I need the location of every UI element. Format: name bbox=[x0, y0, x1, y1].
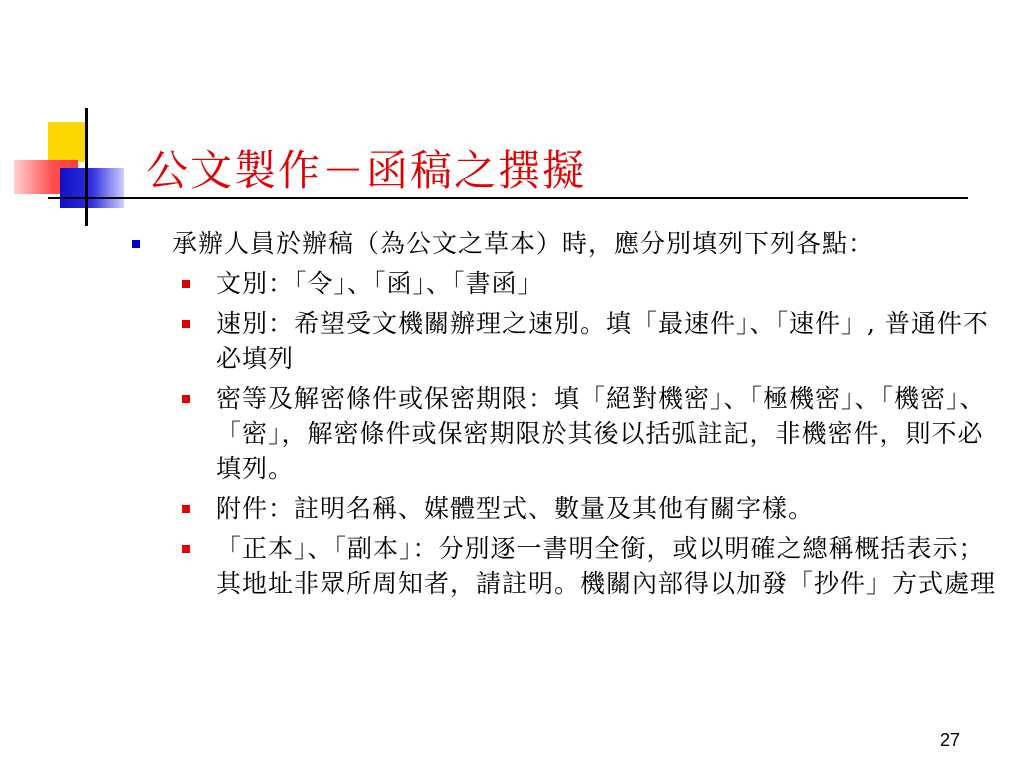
list-item bbox=[170, 306, 1006, 376]
list-item-text: 承辦人員於辦稿（為公文之草本）時，應分別填列下列各點： bbox=[172, 229, 875, 258]
square-bullet-icon bbox=[182, 505, 190, 513]
list-item bbox=[170, 491, 1006, 526]
list-item-text: 速別：希望受文機關辦理之速別。填「最速件」、「速件」, 普通件不必填列 bbox=[216, 309, 989, 373]
list-item bbox=[170, 381, 1006, 486]
bullet-list bbox=[126, 226, 1006, 601]
list-item-text: 密等及解密條件或保密期限：填「絕對機密」、「極機密」、「機密」、「密」，解密條件或保密期限於其後以括弧註記，非機密件，則不必填列。 bbox=[216, 384, 986, 483]
decorative-vertical-line bbox=[85, 108, 88, 226]
decorative-blue-bar bbox=[60, 168, 124, 208]
square-bullet-icon bbox=[182, 280, 190, 288]
square-bullet-icon bbox=[132, 240, 140, 248]
square-bullet-icon bbox=[182, 545, 190, 553]
list-item bbox=[170, 266, 1006, 301]
slide-title: 公文製作－函稿之撰擬 bbox=[146, 146, 587, 195]
page-number: 27 bbox=[939, 730, 960, 750]
square-bullet-icon bbox=[182, 395, 190, 403]
list-item-text: 文別：「令」、「函」、「書函」 bbox=[216, 269, 544, 298]
list-item-text: 附件：註明名稱、媒體型式、數量及其他有關字樣。 bbox=[216, 494, 815, 523]
decorative-yellow-square bbox=[48, 122, 88, 162]
list-item bbox=[126, 226, 1002, 261]
square-bullet-icon bbox=[182, 320, 190, 328]
list-item-text: 「正本」、「副本」：分別逐一書明全銜，或以明確之總稱概括表示；其地址非眾所周知者，請註明。機關內部得以加發「抄件」方式處理 bbox=[216, 534, 997, 598]
list-item bbox=[170, 531, 1006, 601]
